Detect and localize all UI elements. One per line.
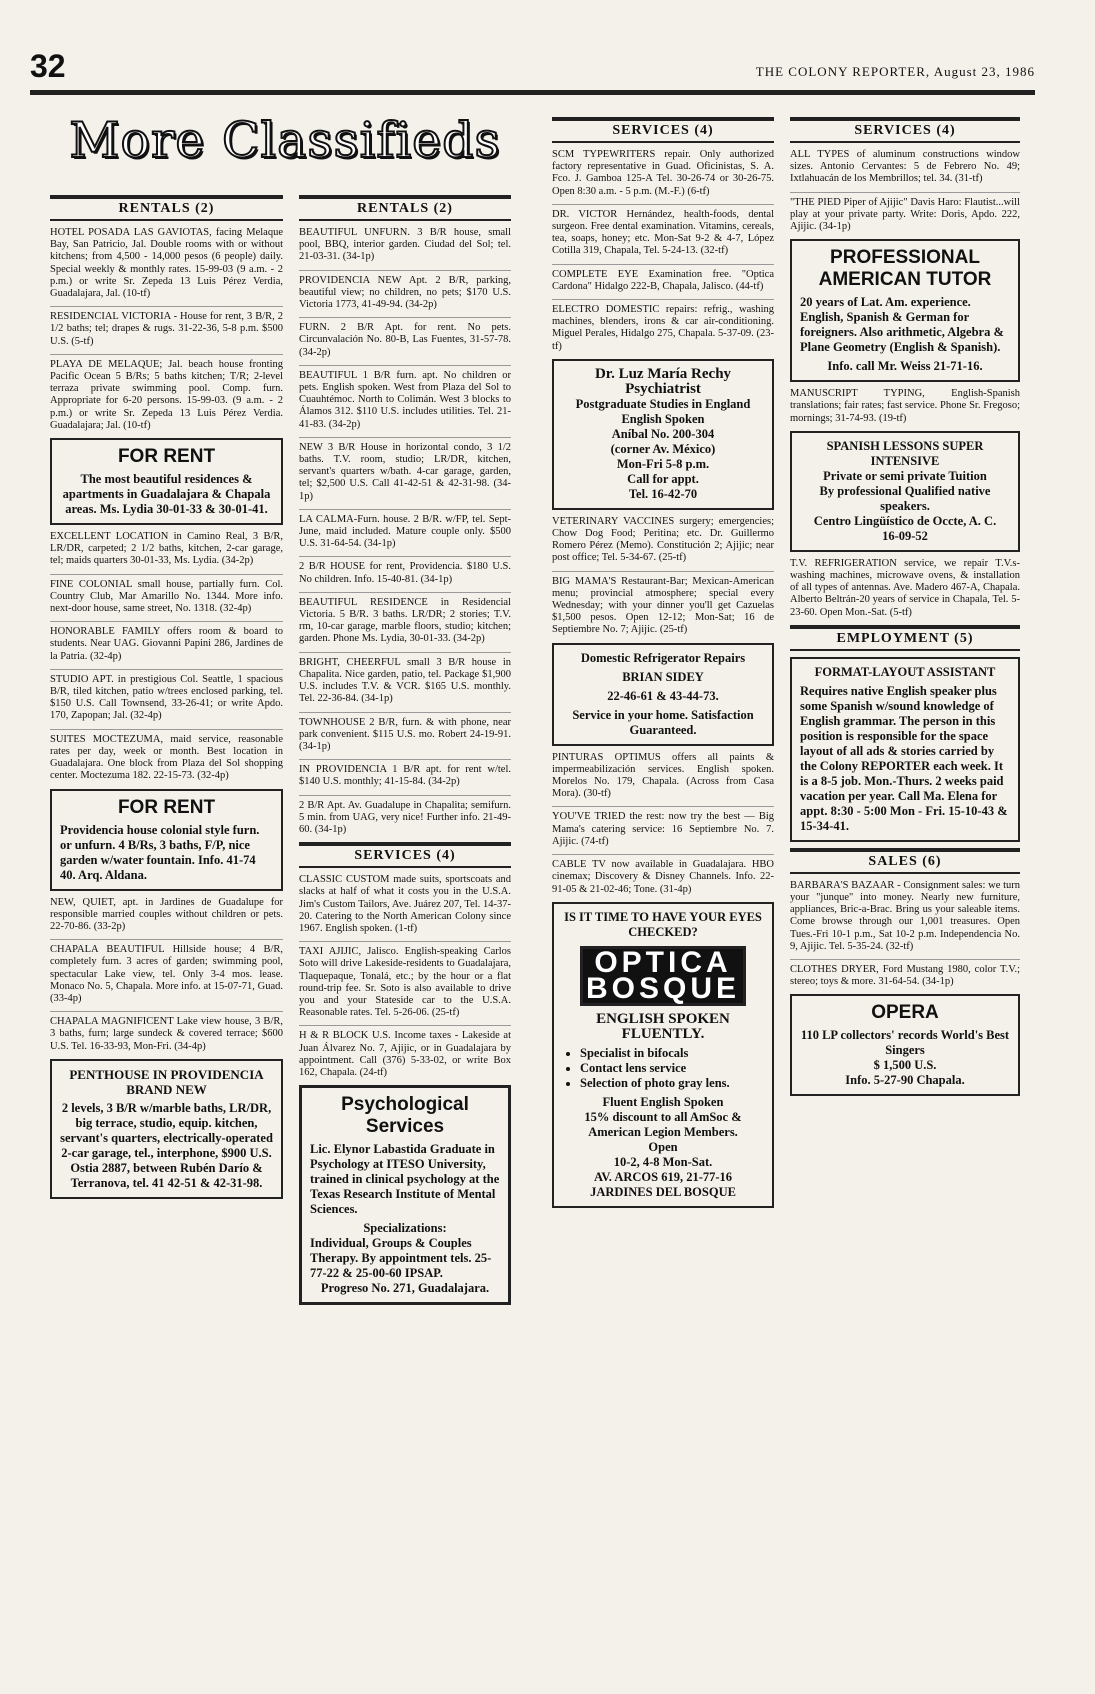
box-line: 10-2, 4-8 Mon-Sat.	[613, 1154, 713, 1169]
services-list-a	[299, 874, 511, 1079]
logo-text-line: BOSQUE	[585, 971, 741, 1005]
section-heading-services-2: SERVICES (4)	[552, 117, 774, 143]
box-subheading: Specializations:	[363, 1221, 447, 1236]
services-list-c	[552, 516, 774, 637]
box-body: 20 years of Lat. Am. experience. English, Spanish & German for foreigners. Also arithmetic, Algebra & Plane Geometry (English & Spanish).	[800, 295, 1004, 355]
classified-ad: PROVIDENCIA NEW Apt. 2 B/R, parking, beautiful view; no children, no pets; $170 U.S. Victoria 1773, 41-49-94. (34-2p)	[299, 270, 511, 312]
dateline: THE COLONY REPORTER, August 23, 1986	[755, 64, 1035, 79]
box-body: Requires native English speaker plus some Spanish w/sound knowledge of English grammar. The person in this position is responsible for the space layout of all ads & stories carried by the Colony REPORTER each week. It is a 8-5 job. Mon.-Thurs. 2 weeks paid vacation per year. Call Ma. Elena for appt. 8:30 - 5:00 Mon - Fri. 15-10-43 & 15-34-41.	[800, 683, 1008, 833]
box-body: 2 levels, 3 B/R w/marble baths, LR/DR, big terrace, studio, equip. kitchen, servant's quarters, electrically-operated 2-car garage, tel., interphone, $900 U.S. Ostia 2887, between Rubén Darío & Terranova, tel. 41 42-51 & 42-31-98.	[60, 1100, 273, 1190]
box-body: Individual, Groups & Couples Therapy. By appointment tels. 25-77-22 & 25-00-60 IPSAP.	[310, 1236, 492, 1281]
box-body: The most beautiful residences & apartments in Guadalajara & Chapala areas. Ms. Lydia 30-01-33 & 30-01-41.	[62, 472, 271, 517]
classified-ad: FURN. 2 B/R Apt. for rent. No pets. Circunvalación No. 80-B, Las Fuentes, 31-57-78. (34-2p)	[299, 317, 511, 359]
psychiatrist-box	[552, 359, 774, 510]
classified-ad: EXCELLENT LOCATION in Camino Real, 3 B/R, LR/DR, carpeted; 2 1/2 baths, kitchen, 2-car garage, tel; maids quarters 30-01-33, Ms. Lydia. (34-2p)	[50, 531, 283, 567]
box-heading: PENTHOUSE IN PROVIDENCIA BRAND NEW	[69, 1066, 264, 1097]
rentals-list-d	[299, 227, 511, 836]
services-list-g	[790, 558, 1020, 619]
classified-ad: DR. VICTOR Hernández, health-foods, dental surgeon. Free dental examination. Vitamins, cereals, tea, soaps, honey; etc. Mon-Sat 9-2 & 4-7, López Cotilla 319, Chapala, Tel. 5-24-13. (32-tf)	[552, 204, 774, 258]
classified-ad: HOTEL POSADA LAS GAVIOTAS, facing Melaque Bay, San Patricio, Jal. Double rooms with or without kitchens; from 4,500 - 14,000 pesos (6 people) daily. Special weekly & monthly rates. 15-99-03 (9 a.m. - 2 p.m.) or write Sr. Zepeda 13 Luis Pérez Verdia, Guadalajara, Jal. (10-tf)	[50, 227, 283, 300]
classified-ad: PINTURAS OPTIMUS offers all paints & impermeabilización services. English spoken. Morelos No. 179, Chapala. (Across from Casa Mora). (30-tf)	[552, 751, 774, 800]
classified-ad: CHAPALA BEAUTIFUL Hillside house; 4 B/R, completely furn. 3 acres of garden; swimming pool, spectacular Lake view, tel. Only 3-4 mos. lease. Monaco No. 5, Chapala. More info. at 15-07-71, Guad. (33-4p)	[50, 939, 283, 1005]
box-line: 15% discount to all AmSoc & American Legion Members.	[584, 1109, 742, 1139]
services-list-b	[552, 149, 774, 353]
classified-ad: YOU'VE TRIED the rest: now try the best — Big Mama's catering service: 16 Septiembre No. 7. Ajijic. (74-tf)	[552, 806, 774, 848]
classified-ad: ALL TYPES of aluminum constructions window sizes. Antonio Cervantes: 5 de Febrero No. 49; Ixtlahuacán de los Membrillos; tel. 34. (31-tf)	[790, 149, 1020, 185]
classified-ad: SUITES MOCTEZUMA, maid service, reasonable rates per day, week or month. Best location in Guadalajara. One block from Plaza del Sol shopping center. Moctezuma 182. 22-15-73. (32-4p)	[50, 729, 283, 783]
header-rule	[30, 90, 1035, 95]
rentals-list-c	[50, 897, 283, 1053]
box-line: English Spoken	[621, 411, 705, 426]
classified-ad: PLAYA DE MELAQUE; Jal. beach house fronting Pacific Ocean 5 B/Rs; 5 baths kitchen; T/R; 2-level terraza private swimming pool. Comp. furn. Appropriate for 6-20 persons. 15-99-03. (9 a.m. - 2 p.m.) or write Sr. Zepeda 13 Luis Pérez Verdia. Guadalajara; Jal. (10-tf)	[50, 354, 283, 432]
refrigerator-repair-box	[552, 643, 774, 746]
feature-item: • Selection of photo gray lens.	[580, 1076, 764, 1091]
column-1	[50, 195, 283, 1205]
classified-ad: BEAUTIFUL UNFURN. 3 B/R house, small pool, BBQ, interior garden. Ciudad del Sol; tel. 21-03-31. (34-1p)	[299, 227, 511, 263]
box-heading: FORMAT-LAYOUT ASSISTANT	[814, 664, 996, 679]
penthouse-box	[50, 1059, 283, 1199]
classified-ad: BIG MAMA'S Restaurant-Bar; Mexican-American menu; provincial atmosphere; special every Wednesday; with your dinner you'll get Cazuelas $1,500 pesos. Open 12-12; Mon-Sat; 16 de Septiembre No. 7; Ajijic. (25-tf)	[552, 571, 774, 637]
box-heading: OPERA	[871, 1002, 939, 1024]
box-body: 110 LP collectors' records World's Best Singers	[800, 1028, 1010, 1058]
spanish-lessons-box	[790, 431, 1020, 552]
box-heading: Domestic Refrigerator Repairs	[580, 650, 746, 665]
services-list-d	[552, 752, 774, 896]
box-line: (corner Av. México)	[610, 441, 716, 456]
box-line: $ 1,500 U.S.	[873, 1058, 937, 1073]
box-line: Call for appt.	[627, 471, 699, 486]
classified-ad: 2 B/R Apt. Av. Guadalupe in Chapalita; semifurn. 5 min. from UAG, very nice! Further info. 21-49-60. (34-1p)	[299, 795, 511, 837]
box-line: Open	[648, 1139, 678, 1154]
box-body: Lic. Elynor Labastida Graduate in Psychology at ITESO University, trained in clinical psychology at the Texas Research Institute of Mental Sciences.	[310, 1142, 500, 1217]
section-heading-employment: EMPLOYMENT (5)	[790, 625, 1020, 651]
box-heading: PROFESSIONAL AMERICAN TUTOR	[818, 247, 992, 291]
classified-ad: LA CALMA-Furn. house. 2 B/R. w/FP, tel. Sept-June, maid included. Mature couple only. $500 U.S. 31-64-54. (34-1p)	[299, 509, 511, 551]
box-line: AV. ARCOS 619, 21-77-16	[593, 1169, 733, 1184]
box-heading: SPANISH LESSONS SUPER INTENSIVE	[826, 438, 984, 468]
classified-ad: COMPLETE EYE Examination free. "Optica Cardona" Hidalgo 222-B, Chapala, Jalisco. (44-tf)	[552, 264, 774, 293]
classified-ad: TAXI AJIJIC, Jalisco. English-speaking Carlos Soto will drive Lakeside-residents to Guadalajara, Tlaquepaque, Tonalá, etc.; by the hour or a flat round-trip fee. Sr. Soto is also available to drive you and your Stateside car to the U.S.A. Reasonable rates. Tel. 5-26-06. (25-tf)	[299, 941, 511, 1019]
optica-bosque-box	[552, 902, 774, 1208]
classified-ad: "THE PIED Piper of Ajijic" Davis Haro: Flautist...will play at your private party. Write: Doris, Apdo. 222, Ajijic. (34-1p)	[790, 192, 1020, 234]
box-line: Fluent English Spoken	[602, 1094, 724, 1109]
classified-ad: BRIGHT, CHEERFUL small 3 B/R house in Chapalita. Nice garden, patio, tel. Package $1,900 U.S. includes T.V. & VCR. $165 U.S. monthly. Tel. 22-36-84. (34-1p)	[299, 652, 511, 706]
page-number: 32	[30, 48, 66, 84]
classified-ad: TOWNHOUSE 2 B/R, furn. & with phone, near park convenient. $115 U.S. mo. Robert 24-19-91. (34-1p)	[299, 712, 511, 754]
rentals-list-b	[50, 531, 283, 782]
classified-ad: FINE COLONIAL small house, partially furn. Col. Country Club, Mar Amarillo No. 1344. More info. next-door house, same street, No. 1318. (32-4p)	[50, 574, 283, 616]
classified-ad: CLASSIC CUSTOM made suits, sportscoats and slacks at half of what it costs you in the U.S.A. Jim's Custom Tailors, Ave. Juárez 207, Tel. 14-37-20. Catering to the North American Colony since 1967. English spoken. (1-tf)	[299, 874, 511, 934]
classified-ad: ELECTRO DOMESTIC repairs: refrig., washing machines, blenders, irons & car air-conditioning. Miguel Perales, Hidalgo 275, Chapala. 5-37-09. (23-tf)	[552, 299, 774, 353]
optica-bosque-logo	[580, 946, 746, 1006]
box-line: Private or semi private Tuition	[823, 468, 987, 483]
job-listing-box	[790, 657, 1020, 842]
classified-ad: STUDIO APT. in prestigious Col. Seattle, 1 spacious B/R, tiled kitchen, patio w/trees enclosed parking, tel. $150 U.S. Call Townsend, 33-26-41; or write Apdo. 170, Zapopan; Jal. (32-4p)	[50, 669, 283, 723]
box-line: Mon-Fri 5-8 p.m.	[616, 456, 710, 471]
classified-ad: H & R BLOCK U.S. Income taxes - Lakeside at Juan Álvarez No. 7, Ajijic, or in Guadalajara by appointment. Call (376) 5-33-02, or write Box 162, Chapala. (24-tf)	[299, 1025, 511, 1079]
section-heading-sales: SALES (6)	[790, 848, 1020, 874]
classified-ad: IN PROVIDENCIA 1 B/R apt. for rent w/tel. $140 U.S. monthly; 41-15-84. (34-2p)	[299, 759, 511, 788]
box-heading: FOR RENT	[117, 446, 216, 468]
column-2	[299, 195, 511, 1311]
opera-box	[790, 994, 1020, 1096]
classified-ad: T.V. REFRIGERATION service, we repair T.V.s-washing machines, microwave ovens, & installation of all types of antennas. Ave. Madero 467-A, Chapala. Alberto Beltrán-20 years of service in Chapala, Tel. 5-23-60. Open Mon.-Sat. (5-tf)	[790, 557, 1020, 618]
for-rent-box-2	[50, 789, 283, 891]
column-4	[790, 117, 1020, 1102]
box-line: ENGLISH SPOKEN FLUENTLY.	[596, 1010, 730, 1042]
box-line: Centro Lingüístico de Occte, A. C.	[813, 513, 997, 528]
services-list-f	[790, 388, 1020, 425]
classified-ad: CHAPALA MAGNIFICENT Lake view house, 3 B/R, 3 baths, furn; large sundeck & covered terrace; $600 U.S. Tel. 16-33-93, Mon-Fri. (34-4p)	[50, 1011, 283, 1053]
box-line: Postgraduate Studies in England	[575, 396, 751, 411]
box-line: BRIAN SIDEY	[622, 669, 704, 684]
box-address: Progreso No. 271, Guadalajara.	[320, 1281, 490, 1296]
classified-ad: CLOTHES DRYER, Ford Mustang 1980, color T.V.; stereo; toys & more. 31-64-54. (34-1p)	[790, 959, 1020, 988]
feature-item: • Contact lens service	[580, 1061, 764, 1076]
box-heading: Dr. Luz María Rechy Psychiatrist	[594, 365, 732, 397]
box-heading: Psychological Services	[341, 1094, 469, 1138]
classified-ad: VETERINARY VACCINES surgery; emergencies; Chow Dog Food; Peritina; etc. Dr. Guillermo Romero Pérez (Memo). Constitución 2; Ajijic; near post office; Tel. 5-34-67. (25-tf)	[552, 515, 774, 564]
box-line: Info. 5-27-90 Chapala.	[845, 1073, 965, 1088]
sales-list	[790, 880, 1020, 989]
box-line: Info. call Mr. Weiss 21-71-16.	[827, 359, 983, 374]
box-line: JARDINES DEL BOSQUE	[590, 1184, 736, 1199]
classified-ad: SCM TYPEWRITERS repair. Only authorized factory representative in Guad. Oficinistas, S. A. Fco. J. Gamboa 125-A Tel. 30-26-74 or 30-26-75. Open 8:30 a.m. - 5 p.m. (M.-F.) (6-tf)	[552, 149, 774, 197]
classified-ad: BEAUTIFUL RESIDENCE in Residencial Victoria. 5 B/R. 3 baths. LR/DR; 2 stories; T.V. rm, 10-car garage, marble floors, studio; kitchen; garden. Phone Ms. Lydia, 30-01-33. (34-2p)	[299, 592, 511, 646]
box-line: Tel. 16-42-70	[628, 486, 698, 501]
classified-ad: HONORABLE FAMILY offers room & board to students. Near UAG. Giovanni Papini 286, Jardines de la Patria. (32-4p)	[50, 621, 283, 663]
box-line: 16-09-52	[882, 528, 928, 543]
page-header	[30, 48, 1035, 98]
section-heading-rentals-2: RENTALS (2)	[299, 195, 511, 221]
classified-ad: BARBARA'S BAZAAR - Consignment sales: we turn your "junque" into money. Nearly new furniture, appliances, Bric-a-Brac. Bring us your saleable items. Come browse through our 1,001 treasures. Open Tues.-Fri 10-1 p.m., Sat 10-2 p.m. Independencia No. 9, Ajijic. Tel. 5-35-24. (32-tf)	[790, 879, 1020, 952]
classified-ad: RESIDENCIAL VICTORIA - House for rent, 3 B/R, 2 1/2 baths; tel; drapes & rugs. 31-22-36, 5-8 p.m. $500 U.S. (5-tf)	[50, 306, 283, 348]
logo-text-line: OPTICA	[594, 945, 732, 979]
section-heading-rentals: RENTALS (2)	[50, 195, 283, 221]
classified-ad: BEAUTIFUL 1 B/R furn. apt. No children or pets. English spoken. West from Plaza del Sol to Cuauhtémoc. North to Colimán. West 3 blocks to Álamos 312. $110 U.S. includes utilities. Tel. 21-41-83. (34-2p)	[299, 365, 511, 431]
box-line: Service in your home. Satisfaction Guaranteed.	[572, 707, 754, 737]
section-heading-services-3: SERVICES (4)	[790, 117, 1020, 143]
page-title: More Classifieds	[69, 112, 501, 169]
services-list-e	[790, 149, 1020, 233]
box-heading: IS IT TIME TO HAVE YOUR EYES CHECKED?	[564, 909, 762, 939]
box-body: Providencia house colonial style furn. or unfurn. 4 B/Rs, 3 baths, F/P, nice garden w/water fountain. Info. 41-74 40. Arq. Aldana.	[60, 822, 260, 882]
classified-ad: NEW 3 B/R House in horizontal condo, 3 1/2 baths. T.V. room, studio; LR/DR, kitchen, servant's quarters w/bath. 4-car garage, garden, tel; $2,500 U.S. Call 41-42-51 & 42-31-98. (34-1p)	[299, 437, 511, 503]
box-line: Aníbal No. 200-304	[611, 426, 715, 441]
box-line: By professional Qualified native speakers.	[819, 483, 991, 513]
column-3	[552, 117, 774, 1214]
tutor-box	[790, 239, 1020, 382]
psychological-services-box	[299, 1085, 511, 1305]
classified-ad: 2 B/R HOUSE for rent, Providencia. $180 U.S. No children. Info. 15-40-81. (34-1p)	[299, 556, 511, 585]
classified-ad: CABLE TV now available in Guadalajara. HBO cinemax; Discovery & Disney Channels. Info. 22-91-05 & 21-02-46; Tone. (31-4p)	[552, 854, 774, 896]
box-heading: FOR RENT	[117, 796, 216, 818]
box-line: 22-46-61 & 43-44-73.	[607, 688, 719, 703]
classified-ad: NEW, QUIET, apt. in Jardines de Guadalupe for responsible married couples without children or pets. 22-70-86. (33-2p)	[50, 896, 283, 932]
feature-list	[562, 1046, 764, 1091]
rentals-list-a	[50, 227, 283, 432]
for-rent-box-1	[50, 438, 283, 525]
classified-ad: MANUSCRIPT TYPING, English-Spanish translations; fair rates; fast service. Phone Sr. Fregoso; mornings; 31-74-93. (19-tf)	[790, 388, 1020, 424]
section-heading-services: SERVICES (4)	[299, 842, 511, 868]
feature-item: • Specialist in bifocals	[580, 1046, 764, 1061]
